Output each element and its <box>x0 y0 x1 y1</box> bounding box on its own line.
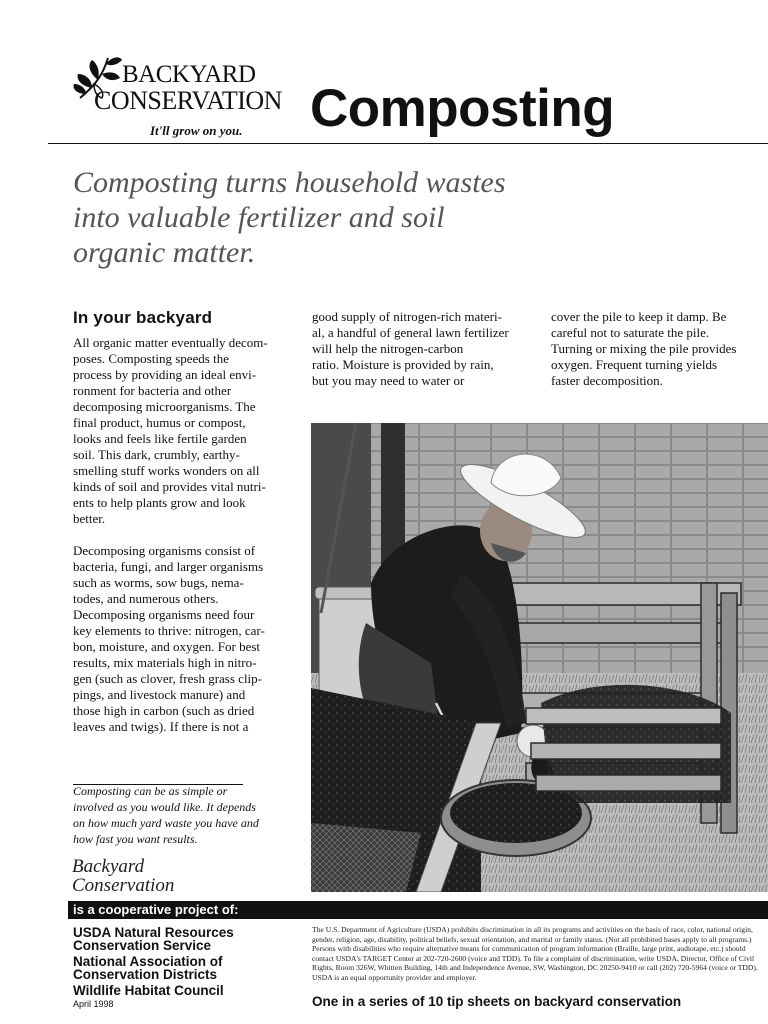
backyard-conservation-logo <box>72 48 287 143</box>
program-name: Backyard Conservation <box>72 856 175 896</box>
nondiscrimination-statement: The U.S. Department of Agriculture (USDA) prohibits discrimination in all its programs and activities on the basis of race, color, national origin, gender, religion, age, disability, political beliefs, sexual orientation, and marital or family status. (Not all prohibited bases apply to all programs.) Persons with disabilities who require alternative means for communication of program information (Braille, large print, audiotape, etc.) should contact USDA's TARGET Center at 202-720-2600 (voice and TDD). To file a complaint of discrimination, write USDA, Director, Office of Civil Rights, Room 326W, Whitten Building, 14th and Independence Avenue, SW, Washington, DC 20250-9410 or call (202) 720-5964 (voice or TDD). USDA is an equal opportunity provider and employer. <box>312 925 758 982</box>
page-title: Composting <box>310 79 615 138</box>
partner-nacd: National Association of Conservation Districts <box>73 954 223 982</box>
composting-photo <box>311 423 768 892</box>
pull-quote: Composting can be as simple or involved as you would like. It depends on how much yard waste you have and how fast you want results. <box>73 784 259 846</box>
body-paragraph: Decomposing organisms consist of bacteria, fungi, and larger organisms such as worms, sow bugs, nema- todes, and numerous others. Decomposing organisms need four key elements to thrive: nitrogen, car- bon, moisture, and oxygen. For best results, mix materials high in nitro- gen (such as clover, fresh grass clip- pings, and livestock manure) and those high in carbon (such as dried leaves and twigs). If there is not a <box>73 543 265 734</box>
header-divider <box>48 143 768 144</box>
body-column-2: good supply of nitrogen-rich materi- al, a handful of general lawn fertilizer will help the nitrogen-carbon ratio. Moisture is provided by rain, but you may need to water or <box>312 309 509 388</box>
section-heading: In your backyard <box>73 308 213 327</box>
partner-nrcs: USDA Natural Resources Conservation Service <box>73 925 234 953</box>
body-paragraph: All organic matter eventually decom- poses. Composting speeds the process by providing an ideal envi- ronment for bacteria and other decomposing microorganisms. The final product, humus or compost, looks and feels like fertile garden soil. This dark, crumbly, earthy- smelling stuff works wonders on all kinds of soil and provides vital nutri- ents to help plants grow and look better. <box>73 335 268 526</box>
body-column-3: cover the pile to keep it damp. Be careful not to saturate the pile. Turning or mixing the pile provides oxygen. Frequent turning yields faster decomposition. <box>551 309 737 388</box>
logo-line-backyard: BACKYARD <box>122 61 256 88</box>
logo-tagline: It'll grow on you. <box>150 123 243 138</box>
partner-whc: Wildlife Habitat Council <box>73 983 224 998</box>
cooperative-label: is a cooperative project of: <box>73 902 239 917</box>
publication-date: April 1998 <box>73 999 114 1009</box>
headline: Composting turns household wastes into valuable fertilizer and soil organic matter. <box>73 166 506 269</box>
series-note: One in a series of 10 tip sheets on backyard conservation <box>312 994 682 1009</box>
logo-line-conservation: CONSERVATION <box>94 86 282 115</box>
